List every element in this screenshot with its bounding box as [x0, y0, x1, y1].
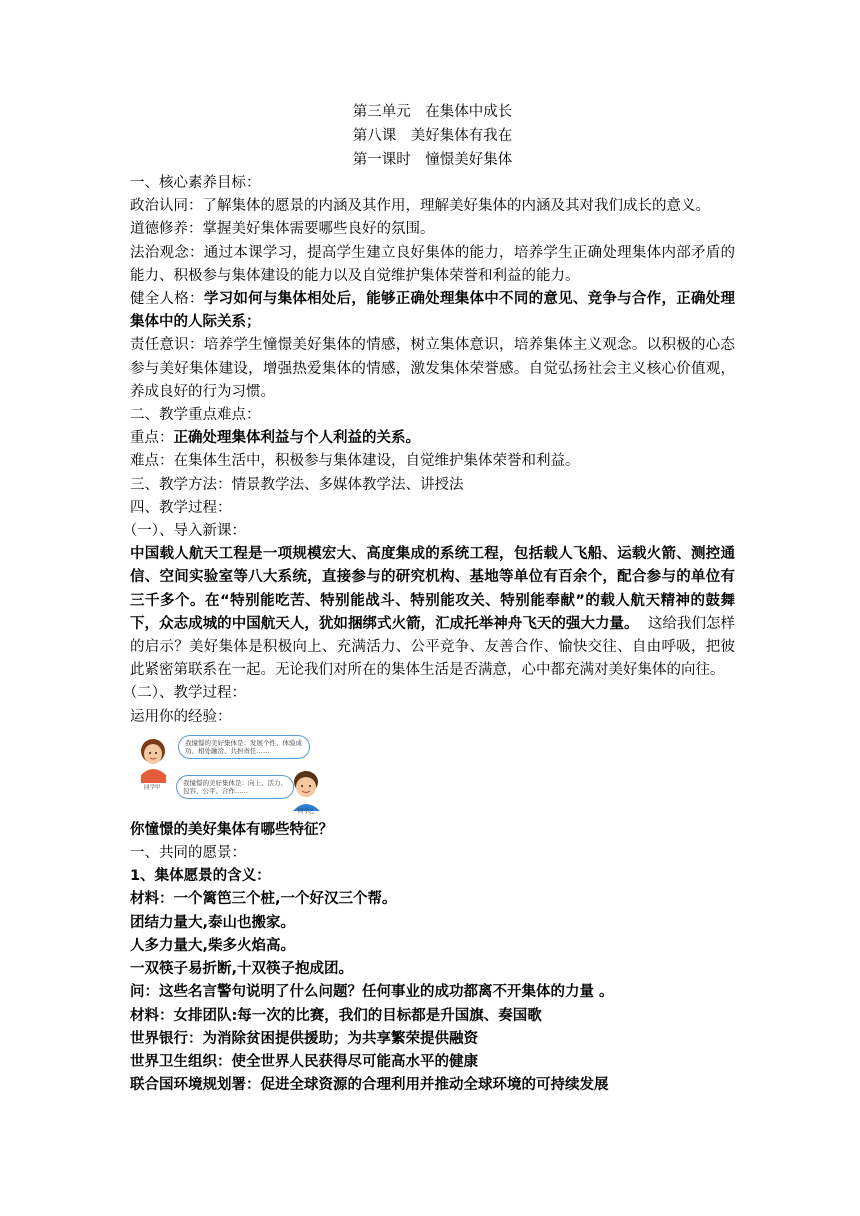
- intro-bold: 中国载人航天工程是一项规模宏大、高度集成的系统工程，包括载人飞船、运载火箭、测控通信、空间实验室等八大系统，直接参与的研究机构、基地等单位有百余个，配合参与的单位有三千多个。在“特别能吃苦、特别能战斗、特别能攻关、特别能奉献”的载人航天精神的鼓舞下，众志成城的中国航天人，犹如捆绑式火箭，汇成托举神舟飞天的强大力量。: [130, 546, 735, 632]
- goal-responsibility: 责任意识：培养学生憧憬美好集体的情感，树立集体意识，培养集体主义观念。以积极的心态参与美好集体建设，增强热爱集体的情感，激发集体荣誉感。自觉弘扬社会主义核心价值观，养成良好的行为习惯。: [130, 337, 735, 400]
- volleyball-material: 材料：女排团队:每一次的比赛，我们的目标都是升国旗、奏国歌: [130, 1007, 542, 1024]
- caption-student-2: 同学乙: [298, 808, 315, 815]
- intro-normal: 这给我们怎样的启示？美好集体是积极向上、充满活力、公平竞争、友善合作、愉快交往、自由呼吸，把彼此紧密第联系在一起。无论我们对所在的集体生活是否满意，心中都充满对美好集体的向往。: [130, 615, 736, 679]
- key-heading: 二、教学重点难点：: [130, 407, 261, 424]
- goal-personality-label: 健全人格：: [130, 291, 204, 308]
- saying-2: 团结力量大,泰山也搬家。: [130, 914, 296, 931]
- experience-prompt: 运用你的经验：: [130, 708, 232, 725]
- period-title: 第一课时 憧憬美好集体: [352, 152, 513, 168]
- student-girl-icon: [141, 739, 166, 783]
- section-shared-vision: 一、共同的愿景：: [130, 845, 246, 862]
- intro-heading: （一）、导入新课：: [122, 523, 246, 540]
- sayings-question: 问：这些名言警句说明了什么问题？任何事业的成功都离不开集体的力量 。: [130, 984, 614, 1001]
- process-heading: 四、教学过程：: [130, 499, 232, 516]
- vision-meaning-heading: 1、集体愿景的含义：: [130, 868, 271, 885]
- key-text: 正确处理集体利益与个人利益的关系。: [173, 430, 420, 447]
- saying-3: 人多力量大,柴多火焰高。: [130, 937, 296, 954]
- process2-heading: （二）、教学过程：: [122, 685, 246, 702]
- org-world-bank: 世界银行：为消除贫困提供援助；为共享繁荣提供融资: [130, 1030, 478, 1047]
- difficulty: 难点：在集体生活中，积极参与集体建设，自觉维护集体荣誉和利益。: [130, 453, 580, 470]
- key-point: [130, 427, 735, 450]
- goals-heading: 一、核心素养目标：: [130, 175, 261, 191]
- methods: 三、教学方法：情景教学法、多媒体教学法、讲授法: [130, 476, 464, 493]
- goal-political: 政治认同：了解集体的愿景的内涵及其作用，理解美好集体的内涵及其对我们成长的意义。: [130, 198, 710, 215]
- features-question: 你憧憬的美好集体有哪些特征？: [130, 821, 333, 838]
- intro-paragraph: [130, 543, 735, 682]
- dialogue-illustration: [136, 735, 326, 815]
- student-boy-icon: [293, 771, 320, 811]
- goal-personality: [130, 288, 735, 334]
- saying-4: 一双筷子易折断,十双筷子抱成团。: [130, 961, 354, 978]
- document-page: [122, 100, 736, 1097]
- speech-bubble-1: 我憧憬的美好集体是：发展个性、体验成功、相处融洽、共担责任……: [178, 735, 310, 759]
- goal-law: 法治观念：通过本课学习，提高学生建立良好集体的能力，培养学生正确处理集体内部矛盾的能力、积极参与集体建设的能力以及自觉维护集体荣誉和利益的能力。: [130, 244, 735, 284]
- caption-student-1: 同学甲: [144, 784, 161, 791]
- lesson-title: 第八课 美好集体有我在: [352, 128, 513, 144]
- saying-1: 材料：一个篱笆三个桩,一个好汉三个帮。: [130, 891, 397, 908]
- unit-title: 第三单元 在集体中成长: [352, 104, 513, 120]
- goal-moral: 道德修养：掌握美好集体需要哪些良好的氛围。: [130, 221, 435, 238]
- org-unep: 联合国环境规划署：促进全球资源的合理利用并推动全球环境的可持续发展: [130, 1077, 609, 1094]
- goal-personality-text: 学习如何与集体相处后，能够正确处理集体中不同的意见、竞争与合作，正确处理集体中的人际关系；: [130, 291, 735, 331]
- key-label: 重点：: [130, 430, 174, 447]
- org-who: 世界卫生组织：使全世界人民获得尽可能高水平的健康: [130, 1053, 478, 1070]
- speech-bubble-2: 我憧憬的美好集体是：向上、活力、包容、公平、合作……: [176, 775, 294, 799]
